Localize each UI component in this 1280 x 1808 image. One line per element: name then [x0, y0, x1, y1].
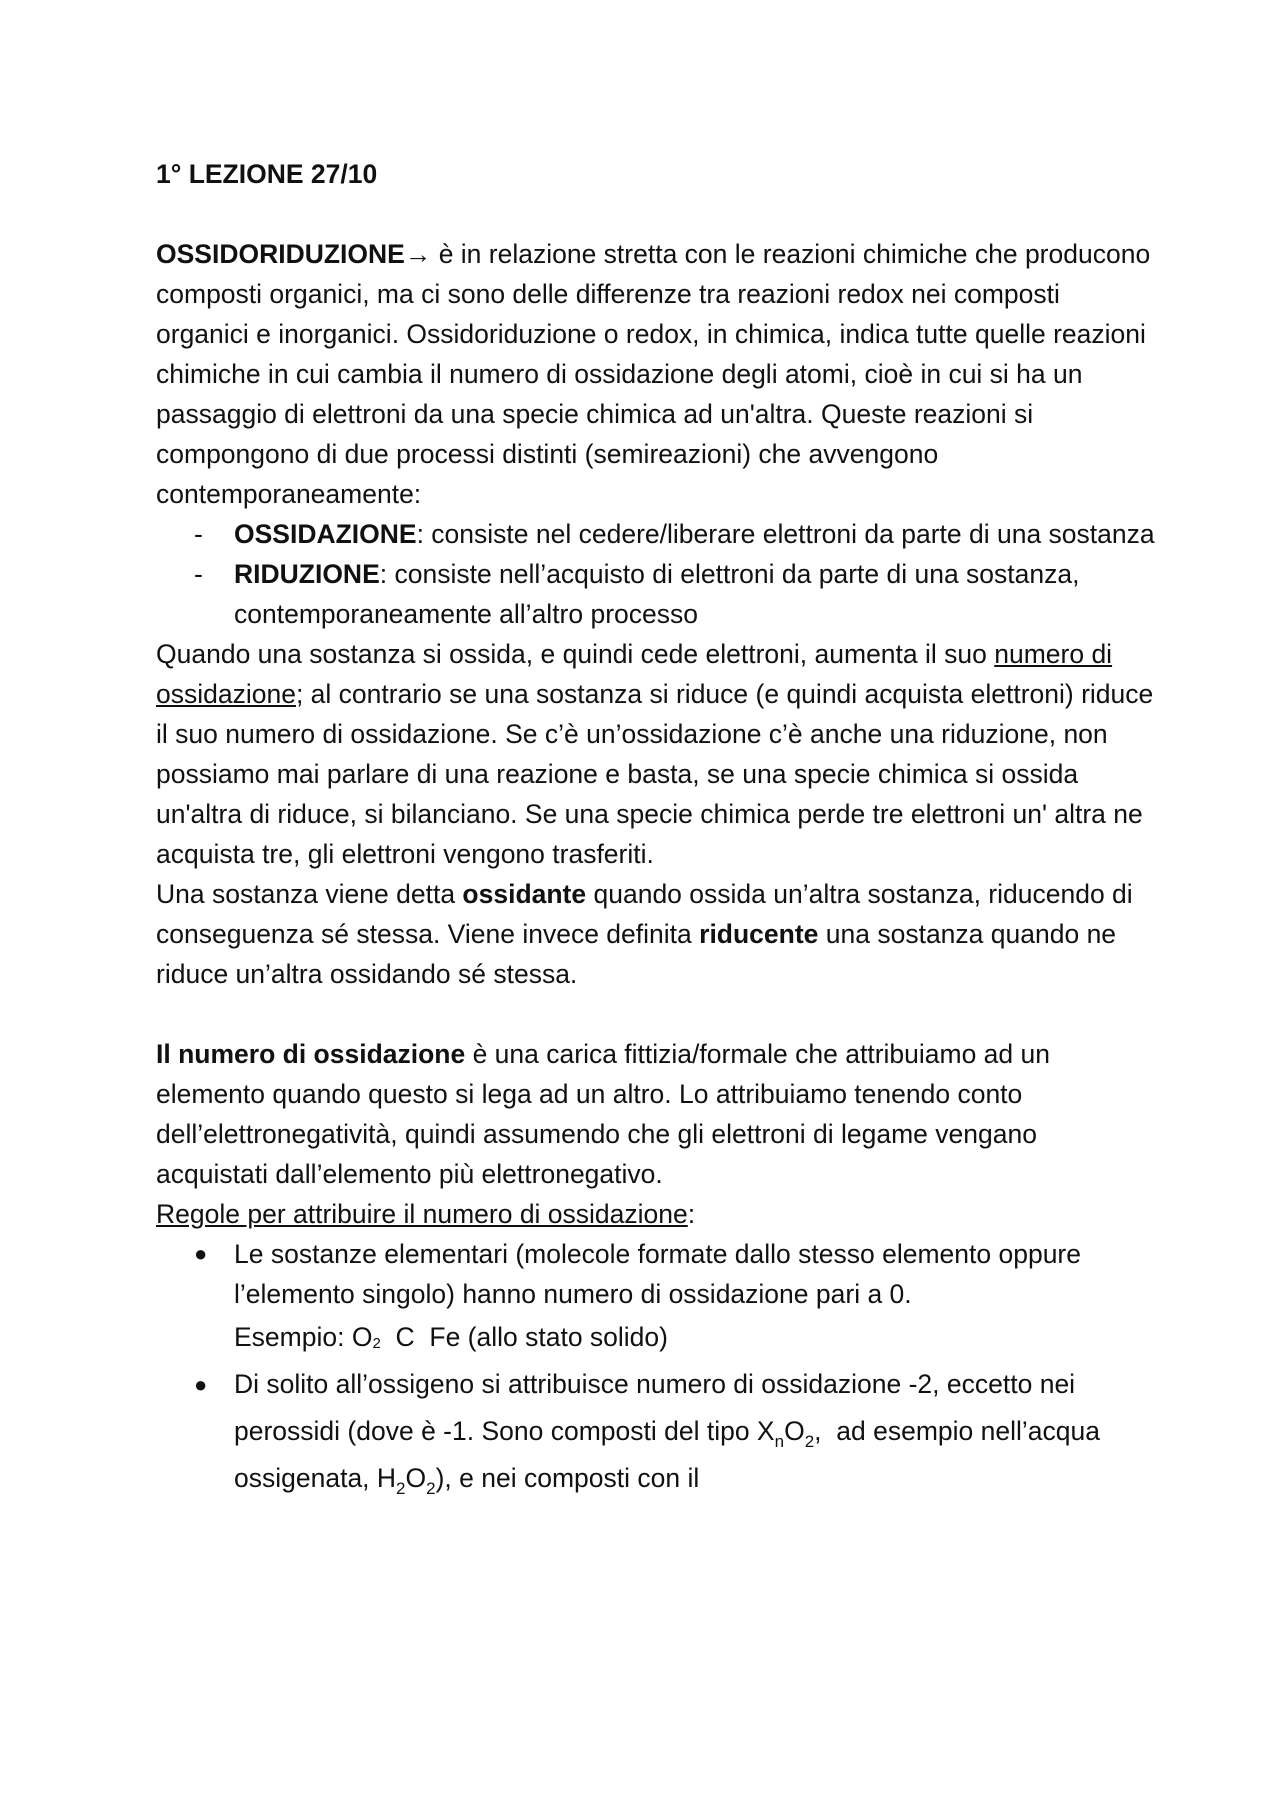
- paragraph-oxidation-number: [156, 634, 1156, 874]
- subscript: n: [774, 1432, 785, 1451]
- subscript: 2: [372, 1335, 381, 1352]
- paragraph-text: ; al contrario se una sostanza si riduce (e quindi acquista elettroni) riduce il suo numero di ossidazione. Se c’è un’ossidazione c’è anche una riduzione, non possiamo mai parlare di una reazione e basta, se una specie chimica si ossida un'altra di riduce, si bilanciano. Se una specie chimica perde tre elettroni un' altra ne acquista tre, gli elettroni vengono trasferiti.: [156, 679, 1154, 869]
- rule-text: ), e nei composti con il: [435, 1463, 700, 1493]
- paragraph-text: una sostanza quando ne riduce un’altra ossidando sé stessa.: [156, 919, 1117, 989]
- list-item: [156, 554, 1156, 634]
- rule-text: O: [784, 1416, 805, 1446]
- bold-term-numero-ossidazione: Il numero di ossidazione: [156, 1039, 466, 1069]
- rule-text: O: [405, 1463, 427, 1493]
- bullet-icon: ●: [194, 1241, 208, 1266]
- dash-marker: -: [194, 519, 203, 549]
- example-label: Esempio: O: [234, 1322, 373, 1352]
- rule-text: Le sostanze elementari (molecole formate dallo stesso elemento oppure l’elemento singolo) hanno numero di ossidazione pari a 0.: [234, 1239, 1081, 1309]
- process-text: : consiste nell’acquisto di elettroni da parte di una sostanza, contemporaneamente all’altro processo: [234, 559, 1080, 629]
- process-term: RIDUZIONE: [234, 559, 380, 589]
- subscript: 2: [426, 1479, 436, 1498]
- rule-example: [234, 1314, 1156, 1361]
- list-item: [156, 514, 1156, 554]
- paragraph-text: Una sostanza viene detta: [156, 879, 463, 909]
- process-list: [156, 514, 1156, 634]
- list-item: [156, 1234, 1156, 1361]
- intro-term: OSSIDORIDUZIONE: [156, 239, 405, 269]
- paragraph-text: è una carica fittizia/formale che attribuiamo ad un elemento quando questo si lega ad un altro. Lo attribuiamo tenendo conto dell’elettronegatività, quindi assumendo che gli elettroni di legame vengano acquistati dall’elemento più elettronegativo.: [156, 1039, 1050, 1189]
- paragraph-text: Quando una sostanza si ossida, e quindi cede elettroni, aumenta il suo: [156, 639, 995, 669]
- underlined-term: numero di ossidazione: [156, 639, 1113, 709]
- spacer: [156, 994, 1156, 1034]
- intro-paragraph: [156, 234, 1156, 514]
- process-term: OSSIDAZIONE: [234, 519, 417, 549]
- subscript: 2: [804, 1432, 815, 1451]
- colon: :: [687, 1199, 696, 1229]
- rules-list: [156, 1234, 1156, 1502]
- document-content: [156, 154, 1156, 1502]
- arrow-symbol: →: [404, 239, 432, 269]
- dash-marker: -: [194, 559, 203, 589]
- bold-term-riducente: riducente: [699, 919, 819, 949]
- bullet-icon: ●: [194, 1372, 208, 1397]
- rules-heading-text: Regole per attribuire il numero di ossidazione: [156, 1199, 688, 1229]
- paragraph-definition: [156, 1034, 1156, 1194]
- rule-text: , ad esempio nell’acqua ossigenata, H: [234, 1416, 1108, 1493]
- paragraph-text: quando ossida un’altra sostanza, riducendo di conseguenza sé stessa. Viene invece definita: [156, 879, 1133, 949]
- paragraph-oxidant-reductant: [156, 874, 1156, 994]
- subscript: 2: [396, 1479, 406, 1498]
- bold-term-ossidante: ossidante: [462, 879, 587, 909]
- page-title: 1° LEZIONE 27/10: [156, 159, 378, 189]
- rule-text: Di solito all’ossigeno si attribuisce numero di ossidazione -2, eccetto nei perossidi (dove è -1. Sono composti del tipo X: [234, 1369, 1076, 1446]
- example-text: C Fe (allo stato solido): [380, 1322, 668, 1352]
- process-text: : consiste nel cedere/liberare elettroni da parte di una sostanza: [416, 519, 1155, 549]
- rules-heading: [156, 1194, 1156, 1234]
- intro-text: è in relazione stretta con le reazioni chimiche che producono composti organici, ma ci sono delle differenze tra reazioni redox nei composti organici e inorganici. Ossidoriduzione o redox, in chimica, indica tutte quelle reazioni chimiche in cui cambia il numero di ossidazione degli atomi, cioè in cui si ha un passaggio di elettroni da una specie chimica ad un'altra. Queste reazioni si compongono di due processi distinti (semireazioni) che avvengono contemporaneamente:: [156, 239, 1151, 509]
- spacer: [156, 194, 1156, 234]
- list-item: [156, 1361, 1156, 1502]
